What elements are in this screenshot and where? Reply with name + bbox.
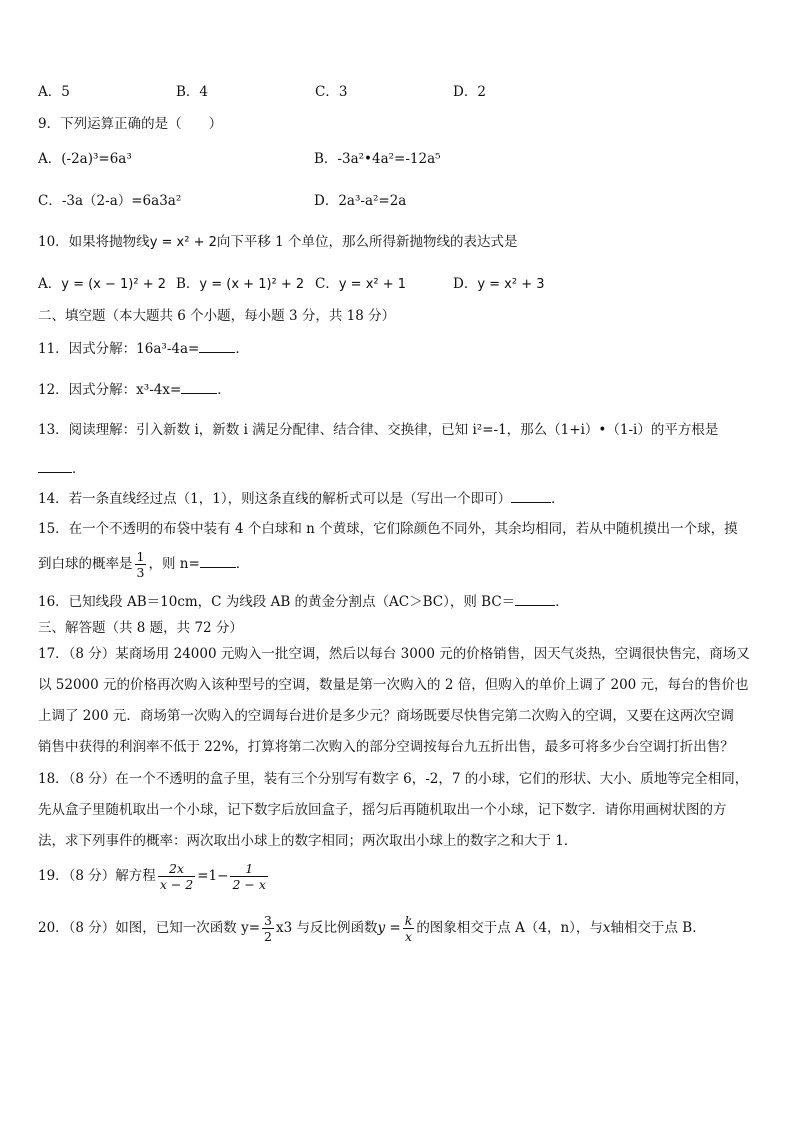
q13-post: ． — [72, 461, 86, 477]
q16-post: ． — [555, 594, 569, 610]
q19-fraction-left — [158, 861, 195, 892]
q15-line-1: 15．在一个不透明的布袋中装有 4 个白球和 n 个黄球，它们除颜色不同外，其余均相同，若从中随机摸出一个球，摸 — [38, 521, 738, 537]
q15-fraction-denominator: 3 — [136, 565, 145, 580]
q20-inverse-numerator: k — [404, 913, 413, 928]
q10-option-d-label: D． — [453, 276, 478, 292]
q20-slope-denominator: 2 — [264, 929, 272, 944]
q20-x-variable: x — [602, 920, 611, 936]
q20-slope-fraction — [262, 913, 274, 944]
q9-option-c — [38, 192, 181, 210]
q18-line-1: 18．（8 分）在一个不透明的盒子里，装有三个分别写有数字 6，-2，7 的小球，它们的形状、大小、质地等完全相同， — [38, 771, 749, 787]
q13-answer-line — [38, 460, 86, 478]
q15-post: ． — [235, 556, 250, 572]
q9-stem: 9．下列运算正确的是（ ） — [38, 116, 223, 132]
q8-option-d: D．2 — [453, 84, 486, 100]
q9-option-b-expr: -3a²•4a²=-12a⁵ — [337, 151, 441, 167]
q11 — [38, 340, 249, 358]
q20-text-mid2: 的图象相交于点 A（4，n），与 — [416, 920, 603, 936]
q15-line-2-pre: 到白球的概率是 — [38, 556, 133, 572]
q10-option-a-label: A． — [38, 276, 62, 292]
q11-text: 11．因式分解：16a³-4a= — [38, 341, 200, 357]
q9-option-c-expr: -3a（2-a）=6a3a² — [61, 193, 182, 209]
q15-line-2-mid: ，则 n= — [148, 556, 200, 572]
q9-option-a — [38, 150, 132, 168]
q20 — [38, 910, 706, 946]
q10-stem-expr: y = x² + 2 — [149, 235, 217, 250]
q17-line-4: 销售中获得的利润率不低于 22%，打算将第二次购入的部分空调按每台九五折出售，最多可将多少台空调打折出售？ — [38, 739, 734, 755]
q20-inverse-fraction — [403, 913, 415, 944]
q20-text-post: 轴相交于点 B． — [610, 920, 706, 936]
q17-line-3: 上调了 200 元．商场第一次购入的空调每台进价是多少元？商场既要尽快售完第二次购入的空调，又要在这两次空调 — [38, 708, 734, 724]
q20-inverse-denominator: x — [404, 929, 413, 944]
q19 — [38, 858, 270, 894]
q16 — [38, 593, 569, 611]
q12-answer-blank — [181, 381, 217, 394]
q19-text: 19．（8 分）解方程 — [38, 868, 156, 884]
q10-option-c-expr: y = x² + 1 — [338, 277, 407, 292]
q14 — [38, 490, 565, 508]
q9-option-d-expr: 2a³-a²=2a — [338, 193, 407, 209]
q10-stem-post: 向下平移 1 个单位，那么所得新抛物线的表达式是 — [216, 234, 518, 250]
q10-option-d — [453, 275, 545, 294]
q10-option-b-expr: y = (x + 1)² + 2 — [199, 277, 305, 292]
q10-option-a — [38, 275, 166, 294]
q13-answer-blank — [38, 460, 72, 473]
q8-option-b: B．4 — [176, 84, 209, 100]
q10-option-b — [176, 275, 304, 294]
q18-line-3: 法，求下列事件的概率：两次取出小球上的数字相同；两次取出小球上的数字之和大于 1． — [38, 833, 578, 849]
section-heading-fill-in: 二、填空题（本大题共 6 个小题，每小题 3 分，共 18 分） — [38, 308, 396, 324]
q9-option-b-label: B． — [314, 151, 338, 167]
q20-y-label: y = — [377, 920, 401, 936]
q11-post: ． — [235, 341, 249, 357]
q19-fraction-right-numerator: 1 — [230, 861, 267, 877]
q10-stem-pre: 10．如果将抛物线 — [38, 234, 150, 250]
q13-text: 13．阅读理解：引入新数 i，新数 i 满足分配律、结合律、交换律，已知 i²=-1，那么（1+i）•（1-i）的平方根是 — [38, 422, 719, 438]
q20-text-pre: 20．（8 分）如图，已知一次函数 y= — [38, 920, 261, 936]
q14-answer-blank — [511, 490, 551, 503]
q19-fraction-right — [230, 861, 267, 892]
q10-stem — [38, 233, 518, 252]
section-heading-solutions: 三、解答题（共 8 题，共 72 分） — [38, 620, 243, 636]
q20-text-mid1: x3 与反比例函数 — [276, 920, 378, 936]
q19-equals: =1− — [197, 868, 229, 884]
q18-line-2: 先从盒子里随机取出一个小球，记下数字后放回盒子，摇匀后再随机取出一个小球，记下数字．请你用画树状图的方 — [38, 802, 727, 818]
q12-text: 12．因式分解：x³-4x= — [38, 382, 182, 398]
q17-line-2: 以 52000 元的价格再次购入该种型号的空调，数量是第一次购入的 2 倍，但购入的单价上调了 200 元，每台的售价也 — [38, 677, 749, 693]
q8-option-a: A．5 — [38, 84, 70, 100]
q19-fraction-right-denominator: 2 − x — [232, 877, 266, 892]
q15-fraction — [135, 549, 147, 580]
q15-answer-blank — [200, 555, 236, 568]
q19-fraction-left-numerator: 2x — [158, 861, 195, 877]
q16-answer-blank — [515, 593, 555, 606]
q10-option-d-expr: y = x² + 3 — [477, 277, 545, 292]
q9-option-a-expr: (-2a)³=6a³ — [61, 151, 132, 167]
q8-option-c: C．3 — [315, 84, 348, 100]
q9-option-d — [314, 192, 406, 210]
q15-fraction-numerator: 1 — [136, 549, 145, 564]
q10-option-c — [315, 275, 406, 294]
q9-option-b — [314, 150, 441, 168]
q9-option-d-label: D． — [314, 193, 339, 209]
q14-text: 14．若一条直线经过点（1，1），则这条直线的解析式可以是（写出一个即可） — [38, 491, 512, 507]
q10-option-b-label: B． — [176, 276, 200, 292]
q9-option-c-label: C． — [38, 193, 62, 209]
q19-fraction-left-denominator: x − 2 — [159, 877, 194, 892]
q17-line-1: 17．（8 分）某商场用 24000 元购入一批空调，然后以每台 3000 元的价格销售，因天气炎热，空调很快售完，商场又 — [38, 646, 750, 662]
q16-text: 16．已知线段 AB＝10cm，C 为线段 AB 的黄金分割点（AC＞BC），则 BC＝ — [38, 594, 516, 610]
q14-post: ． — [551, 491, 565, 507]
q10-option-a-expr: y = (x − 1)² + 2 — [61, 277, 167, 292]
q11-answer-blank — [199, 340, 235, 353]
q20-slope-numerator: 3 — [264, 913, 272, 928]
q15-line-2 — [38, 548, 249, 580]
q10-option-c-label: C． — [315, 276, 339, 292]
q9-option-a-label: A． — [38, 151, 62, 167]
q12-post: ． — [217, 382, 231, 398]
q12 — [38, 381, 231, 399]
